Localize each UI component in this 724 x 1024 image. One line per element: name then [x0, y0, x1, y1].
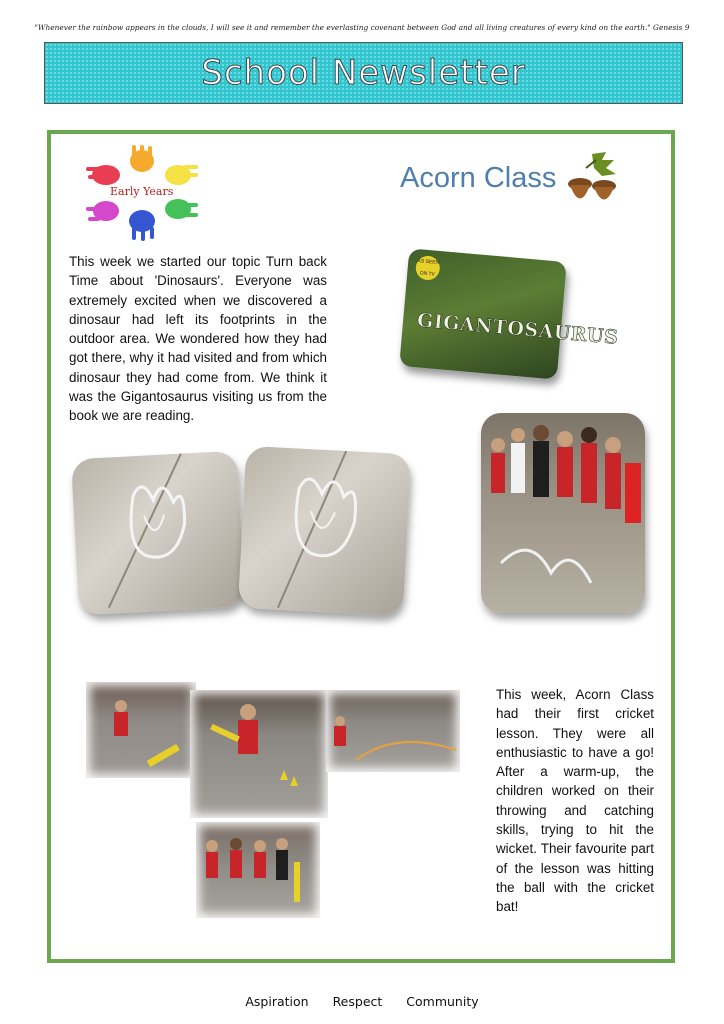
value-aspiration: Aspiration — [245, 994, 309, 1009]
book-title: GIGANTOSAURUS — [416, 309, 620, 349]
cricket-article: This week, Acorn Class had their first cricket lesson. They were all enthusiastic to have a go! After a warm-up, the children worked on their throwing and catching skills, trying to hit the wicket. Their favourite part of the lesson was hitting the ball with the cricket bat! — [496, 687, 654, 915]
cricket-photo-2 — [190, 690, 328, 818]
chalk-footprint-photo-2 — [238, 446, 411, 616]
acorn-icon — [562, 150, 622, 212]
gigantosaurus-book-photo — [399, 248, 620, 379]
book-sticker: AS SEEN ON TV — [415, 255, 441, 281]
header-quote: "Whenever the rainbow appears in the clouds, I will see it and remember the everlasting covenant between God and all living creatures of every kind on the earth." Genesis 9 — [34, 23, 690, 32]
newsletter-banner — [44, 42, 683, 104]
class-title: Acorn Class — [400, 162, 557, 194]
cricket-photo-1 — [86, 682, 196, 778]
banner-title: School Newsletter — [201, 53, 526, 93]
children-footprints-photo — [481, 413, 645, 613]
value-community: Community — [406, 994, 479, 1009]
chalk-footprint-photo — [71, 451, 245, 615]
value-respect: Respect — [332, 994, 383, 1009]
dinosaur-article: This week we started our topic Turn back Time about 'Dinosaurs'. Everyone was extremely excited when we discovered a dinosaur had left its footprints in the outdoor area. We wondered how they had got there, why it had visited and from which dinosaur they had come from. We think it was the Gigantosaurus visiting us from the book we are reading. — [69, 254, 327, 424]
school-values-footer — [0, 994, 724, 1009]
early-years-label: Early Years — [110, 185, 174, 198]
cricket-photo-3 — [326, 690, 460, 772]
cricket-photo-4 — [196, 822, 320, 918]
